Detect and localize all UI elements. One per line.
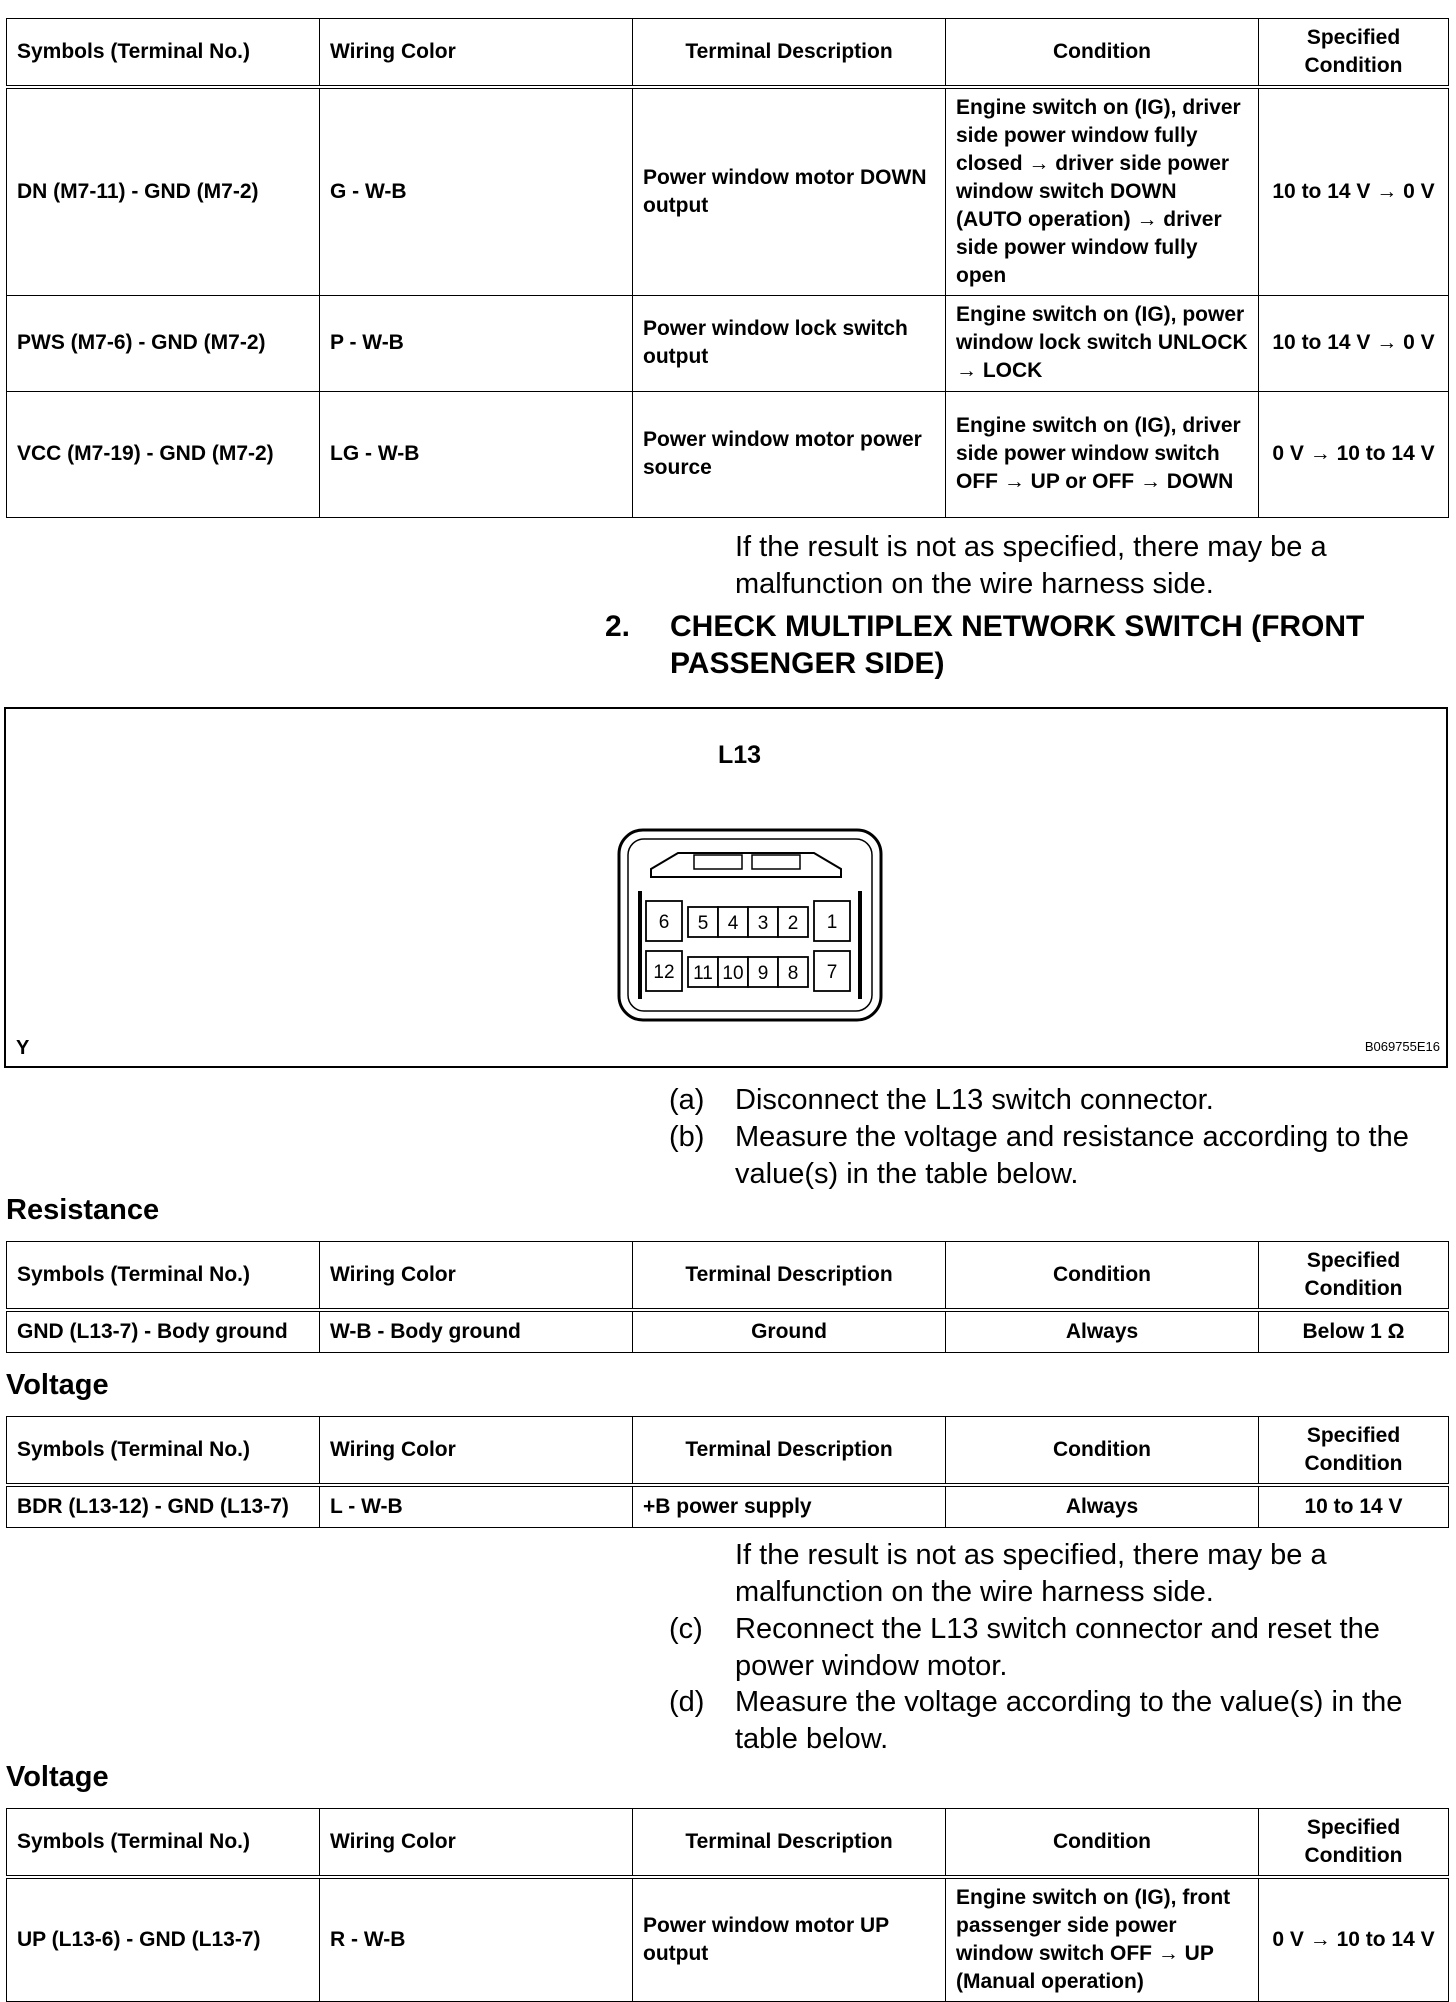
resistance-table: [6, 1241, 1449, 1353]
cell-description: Ground: [633, 1310, 946, 1352]
header-wiring: Wiring Color: [320, 1417, 633, 1486]
cell-wiring: G - W-B: [320, 87, 633, 295]
instruction-label: (d): [669, 1686, 705, 1718]
pin-grid: [646, 901, 850, 991]
instruction-text: Measure the voltage according to the value(s) in the table below.: [735, 1686, 1403, 1755]
header-description: Terminal Description: [633, 1809, 946, 1878]
connector-pin-number: 2: [787, 913, 799, 934]
header-specified: Specified Condition: [1259, 1417, 1449, 1486]
connector-pin-number: 5: [697, 913, 709, 934]
header-condition: Condition: [946, 1242, 1259, 1311]
connector-pin-number: 8: [787, 963, 799, 984]
header-condition: Condition: [946, 1417, 1259, 1486]
connector-pin-number: 10: [722, 963, 744, 984]
cell-description: Power window motor DOWN output: [633, 87, 946, 295]
table-row: [7, 1877, 1449, 2001]
header-condition: Condition: [946, 19, 1259, 88]
header-symbols: Symbols (Terminal No.): [7, 1809, 320, 1878]
cell-description: Power window motor UP output: [633, 1877, 946, 2001]
cell-symbols: UP (L13-6) - GND (L13-7): [7, 1877, 320, 2001]
instruction-b: [669, 1119, 1435, 1193]
table-row: [7, 1485, 1449, 1527]
table-row: [7, 1310, 1449, 1352]
table-row: [7, 87, 1449, 295]
header-wiring: Wiring Color: [320, 1242, 633, 1311]
connector-pin-number: 9: [757, 963, 769, 984]
cell-condition: Always: [946, 1485, 1259, 1527]
header-specified: Specified Condition: [1259, 1809, 1449, 1878]
cell-specified: Below 1 Ω: [1259, 1310, 1449, 1352]
header-description: Terminal Description: [633, 1417, 946, 1486]
note-wire-harness-2: If the result is not as specified, there may be a malfunction on the wire harness side.: [735, 1539, 1327, 1608]
connector-pin-number: 11: [693, 963, 713, 984]
table-header-row: [7, 19, 1449, 88]
connector-pin-number: 4: [727, 913, 739, 934]
cell-wiring: LG - W-B: [320, 391, 633, 517]
header-symbols: Symbols (Terminal No.): [7, 19, 320, 88]
connector-pin-number: 7: [826, 962, 838, 983]
step-title: CHECK MULTIPLEX NETWORK SWITCH (FRONT PASSENGER SIDE): [670, 610, 1365, 680]
instruction-d: [669, 1684, 1435, 1758]
instruction-text: Disconnect the L13 switch connector.: [735, 1084, 1214, 1116]
connector-pin-number: 6: [658, 912, 670, 933]
instruction-label: (a): [669, 1084, 705, 1116]
cell-specified: 10 to 14 V: [1259, 1485, 1449, 1527]
cell-specified: 10 to 14 V → 0 V: [1259, 295, 1449, 391]
connector-pin-number: 3: [757, 913, 769, 934]
voltage-table-1: [6, 1416, 1449, 1528]
header-wiring: Wiring Color: [320, 19, 633, 88]
instruction-a: [669, 1082, 1435, 1119]
instruction-label: (c): [669, 1613, 703, 1645]
connector-figure: [4, 707, 1448, 1068]
header-condition: Condition: [946, 1809, 1259, 1878]
view-label: Y: [16, 1037, 30, 1059]
header-wiring: Wiring Color: [320, 1809, 633, 1878]
cell-condition: Always: [946, 1310, 1259, 1352]
connector-label: L13: [718, 741, 762, 769]
note-wire-harness-1: If the result is not as specified, there may be a malfunction on the wire harness side.: [735, 531, 1327, 600]
cell-specified: 0 V → 10 to 14 V: [1259, 391, 1449, 517]
voltage-heading-1: Voltage: [6, 1369, 109, 1401]
cell-condition: Engine switch on (IG), front passenger side power window switch OFF → UP (Manual operation): [946, 1877, 1259, 2001]
cell-wiring: R - W-B: [320, 1877, 633, 2001]
header-symbols: Symbols (Terminal No.): [7, 1242, 320, 1311]
instruction-label: (b): [669, 1121, 705, 1153]
connector-diagram: [616, 827, 886, 1027]
cell-symbols: PWS (M7-6) - GND (M7-2): [7, 295, 320, 391]
table-row: [7, 295, 1449, 391]
cell-symbols: GND (L13-7) - Body ground: [7, 1310, 320, 1352]
header-specified: Specified Condition: [1259, 19, 1449, 88]
instruction-c: [669, 1611, 1435, 1685]
instruction-text: Measure the voltage and resistance according to the value(s) in the table below.: [735, 1121, 1409, 1190]
table-header-row: [7, 1417, 1449, 1486]
cell-description: Power window motor power source: [633, 391, 946, 517]
cell-symbols: VCC (M7-19) - GND (M7-2): [7, 391, 320, 517]
cell-specified: 10 to 14 V → 0 V: [1259, 87, 1449, 295]
cell-condition: Engine switch on (IG), power window lock switch UNLOCK → LOCK: [946, 295, 1259, 391]
cell-symbols: BDR (L13-12) - GND (L13-7): [7, 1485, 320, 1527]
cell-wiring: W-B - Body ground: [320, 1310, 633, 1352]
instruction-text: Reconnect the L13 switch connector and reset the power window motor.: [735, 1613, 1380, 1682]
cell-description: Power window lock switch output: [633, 295, 946, 391]
table-header-row: [7, 1809, 1449, 1878]
header-description: Terminal Description: [633, 1242, 946, 1311]
figure-code: B069755E16: [1364, 1039, 1440, 1054]
table-header-row: [7, 1242, 1449, 1311]
connector-pin-number: 12: [653, 962, 675, 983]
cell-specified: 0 V → 10 to 14 V: [1259, 1877, 1449, 2001]
cell-wiring: P - W-B: [320, 295, 633, 391]
cell-symbols: DN (M7-11) - GND (M7-2): [7, 87, 320, 295]
header-description: Terminal Description: [633, 19, 946, 88]
voltage-heading-2: Voltage: [6, 1761, 109, 1793]
step-number: 2.: [605, 610, 631, 643]
cell-condition: Engine switch on (IG), driver side power window fully closed → driver side power window switch DOWN (AUTO operation) → driver side power window fully open: [946, 87, 1259, 295]
header-specified: Specified Condition: [1259, 1242, 1449, 1311]
cell-description: +B power supply: [633, 1485, 946, 1527]
header-symbols: Symbols (Terminal No.): [7, 1417, 320, 1486]
voltage-table-2: [6, 1808, 1449, 2002]
table-row: [7, 391, 1449, 517]
terminal-table-m7: [6, 18, 1449, 518]
cell-wiring: L - W-B: [320, 1485, 633, 1527]
connector-pin-number: 1: [826, 912, 838, 933]
cell-condition: Engine switch on (IG), driver side power window switch OFF → UP or OFF → DOWN: [946, 391, 1259, 517]
resistance-heading: Resistance: [6, 1194, 160, 1226]
